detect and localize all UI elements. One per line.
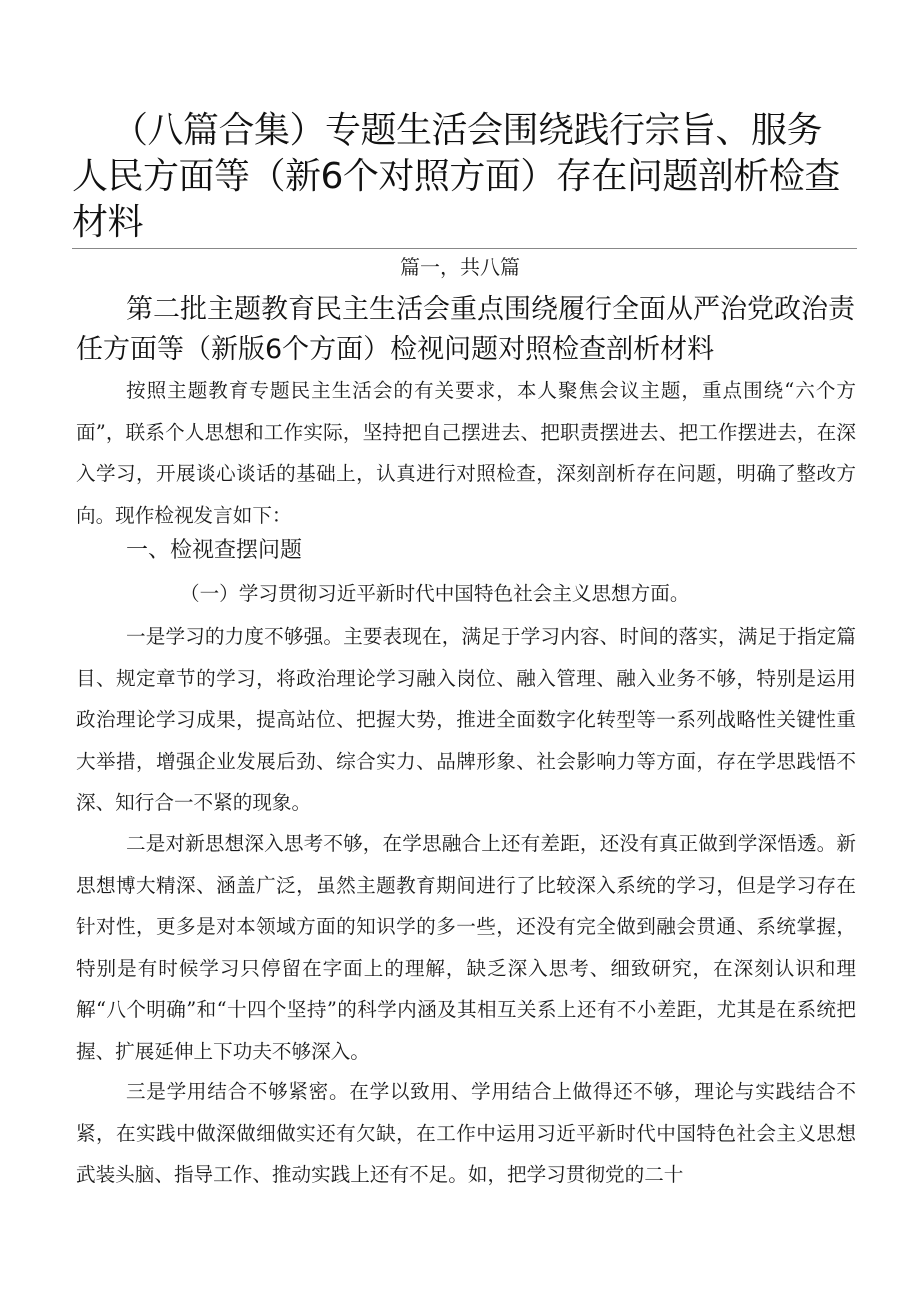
part-label: 篇一，共八篇: [400, 255, 520, 279]
article-title: 第二批主题教育民主生活会重点围绕履行全面从严治党政治责任方面等（新版6个方面）检视问题对照检查剖析材料: [76, 294, 855, 365]
paragraph-3: 三是学用结合不够紧密。在学以致用、学用结合上做得还不够，理论与实践结合不紧，在实践中做深做细做实还有欠缺，在工作中运用习近平新时代中国特色社会主义思想武装头脑、指导工作、推动实践上还有不足。如，把学习贯彻党的二十: [76, 1080, 856, 1186]
subsection-heading: （一）学习贯彻习近平新时代中国特色社会主义思想方面。: [180, 582, 690, 605]
paragraph-1: 一是学习的力度不够强。主要表现在，满足于学习内容、时间的落实，满足于指定篇目、规定章节的学习，将政治理论学习融入岗位、融入管理、融入业务不够，特别是运用政治理论学习成果，提高站位、把握大势，推进全面数字化转型等一系列战略性关键性重大举措，增强企业发展后劲、综合实力、品牌形象、社会影响力等方面，存在学思践悟不深、知行合一不紧的现象。: [76, 625, 856, 814]
section-heading: 一、检视查摆问题: [126, 538, 303, 563]
intro-paragraph: 按照主题教育专题民主生活会的有关要求，本人聚焦会议主题，重点围绕“六个方面”，联系个人思想和工作实际，坚持把自己摆进去、把职责摆进去、把工作摆进去，在深入学习，开展谈心谈话的基础上，认真进行对照检查，深刻剖析存在问题，明确了整改方向。现作检视发言如下：: [76, 379, 856, 527]
document-title: （八篇合集）专题生活会围绕践行宗旨、服务人民方面等（新6个对照方面）存在问题剖析检查材料: [72, 108, 857, 249]
paragraph-2: 二是对新思想深入思考不够，在学思融合上还有差距，还没有真正做到学深悟透。新思想博大精深、涵盖广泛，虽然主题教育期间进行了比较深入系统的学习，但是学习存在针对性，更多是对本领域方面的知识学的多一些，还没有完全做到融会贯通、系统掌握，特别是有时候学习只停留在字面上的理解，缺乏深入思考、细致研究，在深刻认识和理解“八个明确”和“十四个坚持”的科学内涵及其相互关系上还有不小差距，尤其是在系统把握、扩展延伸上下功夫不够深入。: [76, 832, 856, 1063]
